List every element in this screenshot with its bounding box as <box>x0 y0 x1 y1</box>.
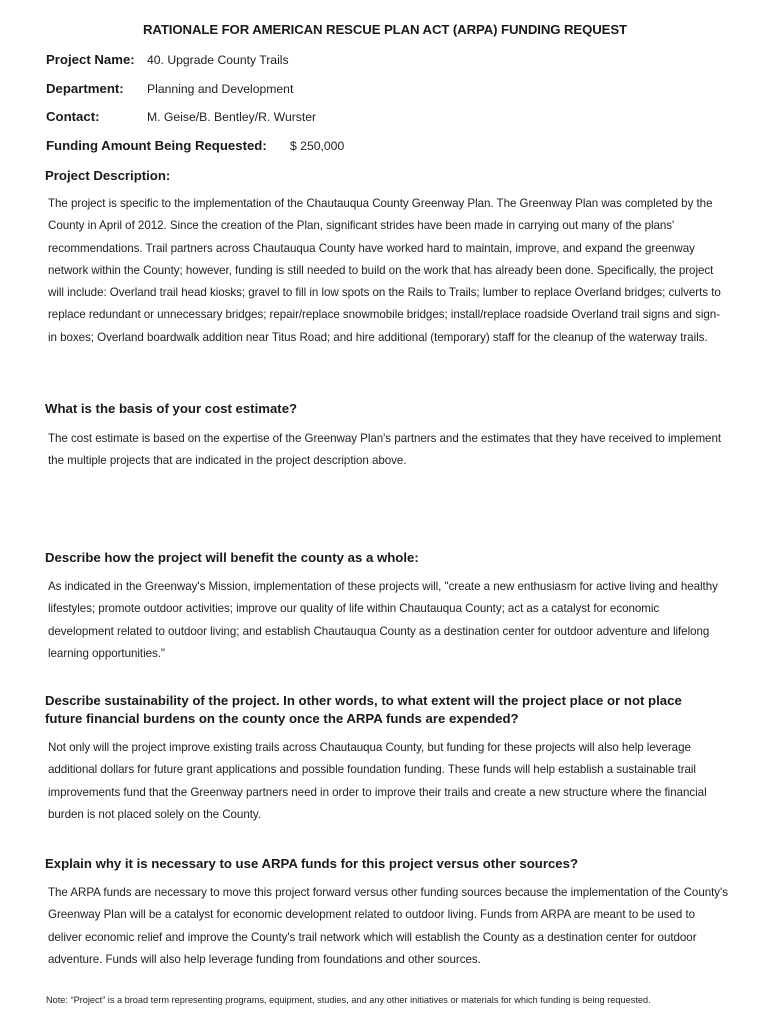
cost-basis-body: The cost estimate is based on the expertise of the Greenway Plan's partners and the estimates that they have received to implement the multiple projects that are indicated in the project description above. <box>48 432 722 468</box>
cost-basis-heading: What is the basis of your cost estimate? <box>45 401 298 416</box>
footnote: Note: “Project” is a broad term representing programs, equipment, studies, and any other initiatives or materials for which funding is being requested. <box>46 995 651 1005</box>
contact-field <box>46 109 317 124</box>
project-name-value: 40. Upgrade County Trails <box>147 53 289 67</box>
contact-label: Contact: <box>46 109 100 124</box>
project-name-field <box>46 52 289 67</box>
necessity-heading: Explain why it is necessary to use ARPA funds for this project versus other sources? <box>45 856 579 871</box>
contact-value: M. Geise/B. Bentley/R. Wurster <box>147 110 317 124</box>
document-title: RATIONALE FOR AMERICAN RESCUE PLAN ACT (ARPA) FUNDING REQUEST <box>142 22 628 37</box>
project-description-body: The project is specific to the implementation of the Chautauqua County Greenway Plan. The Greenway Plan was completed by the County in April of 2012. Since the creation of the Plan, significant strides have been made in carrying out many of the plans' recommendations. Trail partners across Chautauqua County have worked hard to maintain, improve, and expand the greenway network within the County; however, funding is still needed to build on the work that has already been done. Specifically, the project will include: Overland trail head kiosks; gravel to fill in low spots on the Rails to Trails; lumber to replace Overland bridges; culverts to replace redundant or unnecessary bridges; repair/replace snowmobile bridges; install/replace roadside Overland trail signs and sign-in boxes; Overland boardwalk addition near Titus Road; and hire additional (temporary) staff for the cleanup of the waterway trails. <box>48 197 721 344</box>
project-description-heading: Project Description: <box>45 168 171 183</box>
funding-amount-field <box>46 138 345 153</box>
benefit-heading: Describe how the project will benefit the county as a whole: <box>45 550 419 565</box>
benefit-body: As indicated in the Greenway's Mission, implementation of these projects will, "create a new enthusiasm for active living and healthy lifestyles; promote outdoor activities; improve our quality of life within Chautauqua County; act as a catalyst for economic development related to outdoor living; and establish Chautauqua County as a destination center for outdoor adventure and lifelong learning opportunities." <box>48 580 718 660</box>
project-name-label: Project Name: <box>46 52 135 67</box>
sustainability-body: Not only will the project improve existing trails across Chautauqua County, but funding for these projects will also help leverage additional dollars for future grant applications and possible foundation funding. These funds will help establish a sustainable trail improvements fund that the Greenway partners need in order to improve their trails and create a new structure where the financial burden is not placed solely on the County. <box>48 741 707 821</box>
department-label: Department: <box>46 81 124 96</box>
necessity-body: The ARPA funds are necessary to move this project forward versus other funding sources because the implementation of the County's Greenway Plan will be a catalyst for economic development related to outdoor living. Funds from ARPA are meant to be used to deliver economic relief and improve the County's trail network which will establish the County as a destination center for outdoor adventure. Funds will also help leverage funding from foundations and other sources. <box>48 886 728 966</box>
funding-amount-label: Funding Amount Being Requested: <box>46 138 267 153</box>
sustainability-heading: Describe sustainability of the project. In other words, to what extent will the project place or not place future financial burdens on the county once the ARPA funds are expended? <box>45 693 682 726</box>
department-value: Planning and Development <box>147 82 294 96</box>
funding-amount-value: $ 250,000 <box>290 139 345 153</box>
department-field <box>46 81 294 96</box>
